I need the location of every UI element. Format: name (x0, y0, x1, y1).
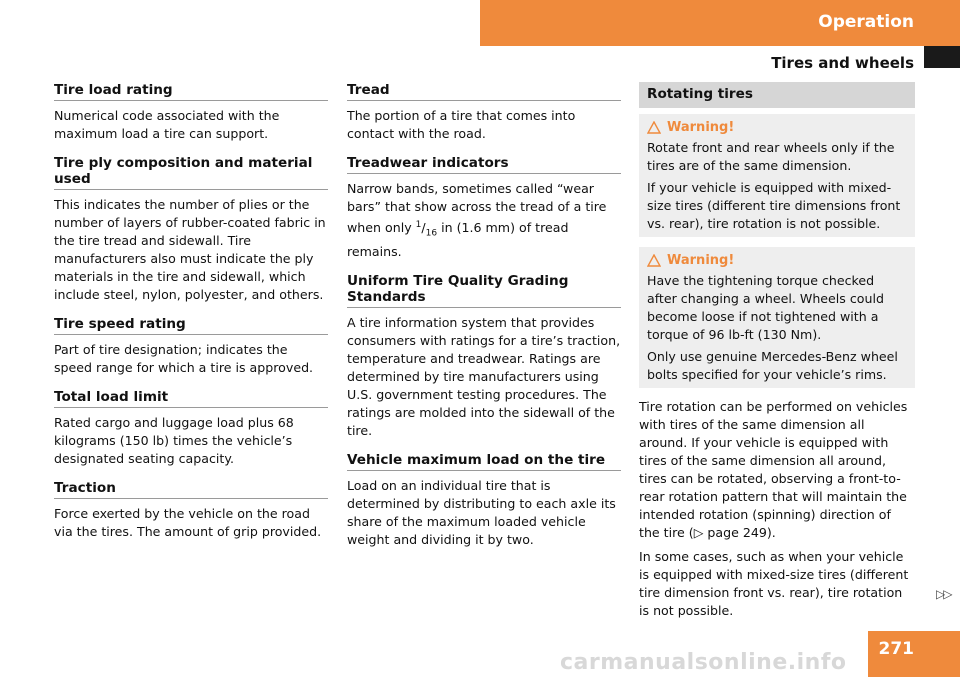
warning-text: Only use genuine Mercedes-Benz wheel bolts specified for your vehicle’s rims. (647, 349, 898, 382)
definition-title: Tire speed rating (54, 316, 328, 335)
page-reference-link[interactable]: (▷ page 249). (688, 525, 776, 540)
warning-triangle-icon (647, 121, 661, 134)
definition-section (54, 316, 328, 377)
definition-title: Tire ply composition and material used (54, 155, 328, 190)
rotating-tires-heading: Rotating tires (639, 82, 915, 108)
definition-section (54, 82, 328, 143)
warning-title: Warning! (667, 120, 735, 135)
page-number: 271 (878, 639, 914, 659)
warning-box (639, 114, 915, 237)
body-text: in (1.6 mm) of tread remains. (347, 220, 569, 259)
column-3 (639, 82, 915, 620)
definition-title: Treadwear indicators (347, 155, 621, 174)
warning-title-row (647, 120, 907, 135)
fraction-denominator: 16 (425, 228, 438, 239)
definition-body: This indicates the number of plies or the number of layers of rubber-coated fabric in the tire tread and sidewall. Tire manufacturers also must indicate the ply materials in the tire and sidewall, which include steel, nylon, polyester, and others. (54, 197, 326, 302)
definition-section (54, 480, 328, 541)
rotation-body (639, 398, 915, 542)
body-text: Tire rotation can be performed on vehicles with tires of the same dimension all around. If your vehicle is equipped with tires of the same dimension all around, tires can be rotated, observing a front-to-rear rotation pattern that will maintain the intended rotation (spinning) direction of the tire (639, 399, 908, 540)
definition-title: Vehicle maximum load on the tire (347, 452, 621, 471)
header-section-bar (480, 0, 960, 46)
watermark: carmanualsonline.info (560, 650, 847, 675)
definition-body: Force exerted by the vehicle on the road via the tires. The amount of grip provided. (54, 506, 322, 539)
definition-title: Tread (347, 82, 621, 101)
definition-section (54, 389, 328, 468)
definition-body: Part of tire designation; indicates the speed range for which a tire is approved. (54, 342, 314, 375)
definition-body: Rated cargo and luggage load plus 68 kilograms (150 lb) times the vehicle’s designated seating capacity. (54, 415, 294, 466)
rotation-body-2: In some cases, such as when your vehicle is equipped with mixed-size tires (different tire dimension front vs. rear), tire rotation is not possible. (639, 549, 909, 618)
header-section-title: Operation (818, 12, 914, 32)
body-text: Narrow bands, sometimes called “wear bars” that show across the tread of a tire when only (347, 181, 607, 236)
definition-section (347, 155, 621, 261)
continued-arrow-icon: ▷▷ (936, 587, 951, 601)
definition-section (347, 82, 621, 143)
warning-box (639, 247, 915, 388)
page-number-box (868, 631, 960, 677)
definition-body: Load on an individual tire that is determined by distributing to each axle its share of the maximum loaded vehicle weight and dividing it by two. (347, 477, 616, 547)
column-2 (347, 82, 621, 561)
column-1 (54, 82, 328, 553)
warning-text: Rotate front and rear wheels only if the tires are of the same dimension. (647, 140, 895, 173)
definition-section (347, 452, 621, 549)
definition-body: A tire information system that provides consumers with ratings for a tire’s traction, temperature and treadwear. Ratings are determined by tire manufacturers using U.S. government testing procedures. The ratings are molded into the sidewall of the tire. (347, 314, 621, 438)
definition-section (347, 273, 621, 440)
definition-body: Numerical code associated with the maximum load a tire can support. (54, 108, 280, 141)
definition-body: The portion of a tire that comes into contact with the road. (347, 108, 576, 141)
warning-title: Warning! (667, 253, 735, 268)
warning-text: If your vehicle is equipped with mixed-size tires (different tire dimensions front vs. rear), tire rotation is not possible. (647, 180, 901, 231)
definition-title: Tire load rating (54, 82, 328, 101)
fraction-slash: / (421, 220, 426, 236)
definition-title: Total load limit (54, 389, 328, 408)
warning-title-row (647, 253, 907, 268)
warning-triangle-icon (647, 254, 661, 267)
chapter-tab-marker (924, 46, 960, 68)
header-subsection-title: Tires and wheels (771, 54, 914, 72)
definition-section (54, 155, 328, 304)
definition-title: Traction (54, 480, 328, 499)
fraction-numerator: 1 (415, 220, 422, 230)
definition-body (347, 180, 621, 261)
definition-title: Uniform Tire Quality Grading Standards (347, 273, 621, 308)
warning-text: Have the tightening torque checked after changing a wheel. Wheels could become loose if not tightened with a torque of 96 lb-ft (130 Nm). (647, 273, 884, 342)
